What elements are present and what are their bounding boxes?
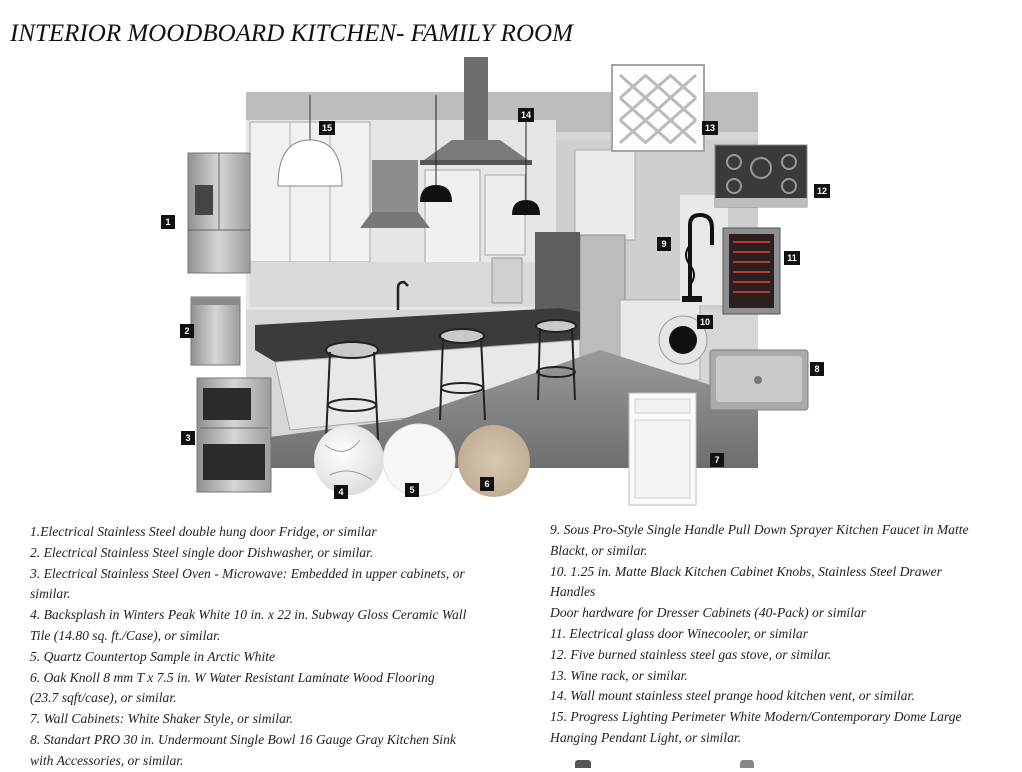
badge-4: 4 [334, 485, 348, 499]
oven-microwave-image [197, 378, 271, 492]
badge-7: 7 [710, 453, 724, 467]
badge-2: 2 [180, 324, 194, 338]
gas-stove-image [715, 145, 807, 207]
note-line: 3. Electrical Stainless Steel Oven - Microwave: Embedded in upper cabinets, or [30, 565, 465, 581]
page-title: INTERIOR MOODBOARD KITCHEN- FAMILY ROOM [10, 20, 573, 47]
badge-1: 1 [161, 215, 175, 229]
note-line: 7. Wall Cabinets: White Shaker Style, or similar. [30, 711, 294, 727]
badge-11: 11 [784, 251, 800, 265]
badge-14: 14 [518, 108, 534, 122]
cropped-object-edge [740, 760, 754, 768]
note-line: Handles [550, 584, 596, 600]
note-line: Tile (14.80 sq. ft./Case), or similar. [30, 627, 221, 643]
note-line: Door hardware for Dresser Cabinets (40-Pack) or similar [550, 605, 867, 621]
note-line: 12. Five burned stainless steel gas stove, or similar. [550, 646, 832, 662]
note-line: 2. Electrical Stainless Steel single door Dishwasher, or similar. [30, 544, 374, 560]
note-line: 5. Quartz Countertop Sample in Arctic White [30, 648, 276, 664]
notes-right-column [550, 520, 995, 749]
wall-cabinet-image [629, 393, 696, 505]
note-line: 8. Standart PRO 30 in. Undermount Single Bowl 16 Gauge Gray Kitchen Sink [30, 731, 456, 747]
quartz-sample-image [383, 424, 455, 496]
badge-8: 8 [810, 362, 824, 376]
note-line: 6. Oak Knoll 8 mm T x 7.5 in. W Water Resistant Laminate Wood Flooring [30, 669, 435, 685]
note-line: 10. 1.25 in. Matte Black Kitchen Cabinet Knobs, Stainless Steel Drawer [550, 563, 942, 579]
wood-flooring-sample-image [458, 425, 530, 497]
note-line: 4. Backsplash in Winters Peak White 10 in. x 22 in. Subway Gloss Ceramic Wall [30, 607, 467, 623]
note-line: with Accessories, or similar. [30, 752, 184, 768]
badge-5: 5 [405, 483, 419, 497]
fridge-image [188, 153, 250, 273]
note-line: 9. Sous Pro-Style Single Handle Pull Down Sprayer Kitchen Faucet in Matte [550, 522, 969, 537]
badge-3: 3 [181, 431, 195, 445]
notes-left-column [30, 522, 510, 772]
badge-9: 9 [657, 237, 671, 251]
note-line: 14. Wall mount stainless steel prange hood kitchen vent, or similar. [550, 688, 915, 704]
badge-6: 6 [480, 477, 494, 491]
badge-10: 10 [697, 315, 713, 329]
wine-cooler-image [723, 228, 780, 314]
wine-rack-image [612, 65, 704, 151]
note-line: 13. Wine rack, or similar. [550, 667, 688, 683]
note-line: similar. [30, 586, 71, 602]
backsplash-sample-image [314, 425, 384, 495]
kitchen-sink-image [710, 350, 808, 410]
note-line: 11. Electrical glass door Winecooler, or similar [550, 625, 809, 641]
kitchen-faucet-image [680, 195, 728, 305]
badge-13: 13 [702, 121, 718, 135]
note-line: 15. Progress Lighting Perimeter White Modern/Contemporary Dome Large [550, 709, 962, 725]
note-line: (23.7 sqft/case), or similar. [30, 690, 177, 706]
badge-12: 12 [814, 184, 830, 198]
dishwasher-image [191, 297, 240, 365]
badge-15: 15 [319, 121, 335, 135]
note-line: Hanging Pendant Light, or similar. [550, 729, 742, 745]
cropped-object-edge [575, 760, 591, 768]
note-line: 1.Electrical Stainless Steel double hung door Fridge, or similar [30, 524, 377, 539]
note-line: Blackt, or similar. [550, 542, 648, 558]
